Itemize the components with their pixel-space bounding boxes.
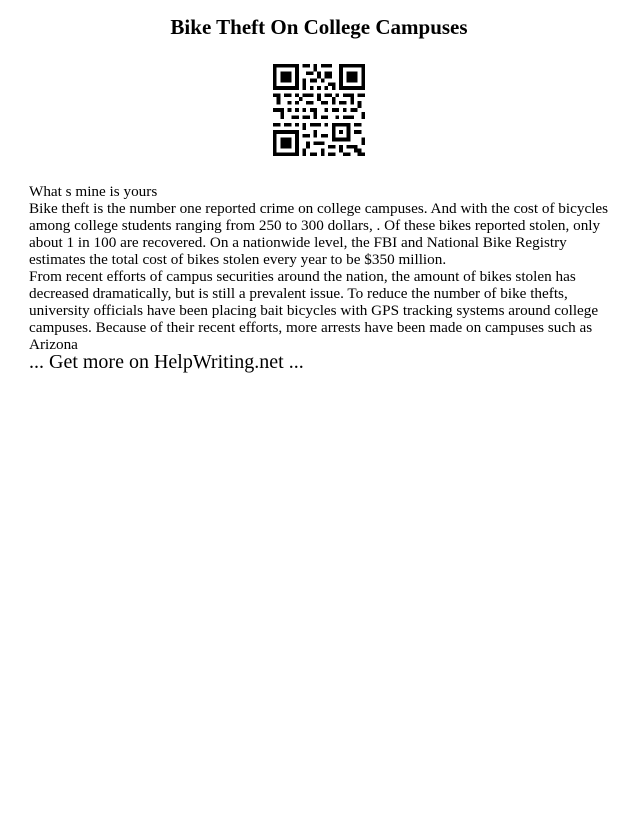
qr-code-icon (273, 64, 365, 156)
article-paragraph: Bike theft is the number one reported crime on college campuses. And with the cost of bicycles among college students ranging from 250 to 300 dollars, . Of these bikes reported stolen, only about 1 in 100 are recovered. On a nationwide level, the FBI and National Bike Registry estimates the total cost of bikes stolen every year to be $350 million. (29, 200, 609, 268)
qr-code (273, 64, 365, 156)
more-link[interactable]: ... Get more on HelpWriting.net ... (29, 351, 304, 373)
article-paragraph: From recent efforts of campus securities around the nation, the amount of bikes stolen has decreased dramatically, but is still a prevalent issue. To reduce the number of bike thefts, university officials have been placing bait bicycles with GPS tracking systems around college campuses. Because of their recent efforts, more arrests have been made on campuses such as Arizona (29, 268, 599, 353)
article-body (29, 183, 611, 353)
page-title: Bike Theft On College Campuses (170, 15, 468, 39)
article-heading: What s mine is yours (29, 183, 158, 200)
